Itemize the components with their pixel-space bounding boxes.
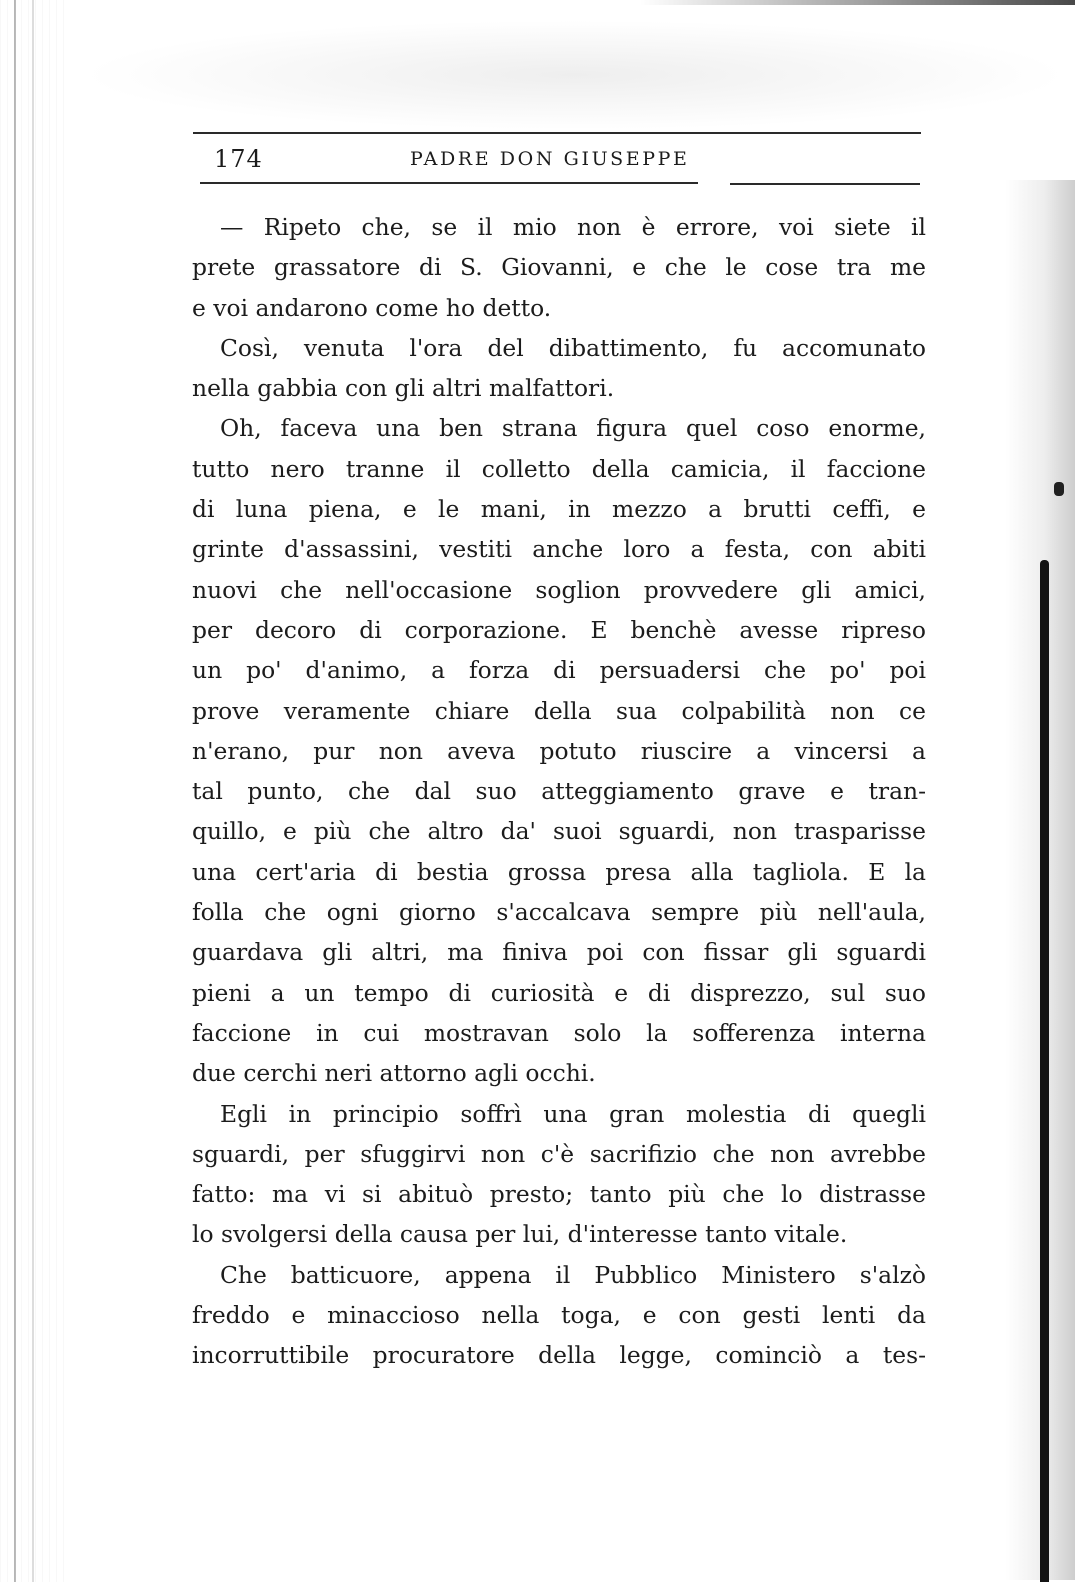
scan-shadow-top: [80, 20, 1070, 130]
scan-edge-line: [14, 0, 16, 1582]
text-line: quillo, e più che altro da' suoi sguardi, non trasparisse: [192, 817, 926, 846]
text-line: per decoro di corporazione. E benchè avesse ripreso: [192, 615, 926, 644]
text-line: e voi andarono come ho detto.: [192, 293, 552, 322]
text-line: faccione in cui mostravan solo la sofferenza interna: [192, 1018, 926, 1047]
text-line: nuovi che nell'occasione soglion provvedere gli amici,: [192, 575, 926, 604]
text-line: una cert'aria di bestia grossa presa alla tagliola. E la: [192, 857, 926, 886]
text-line: due cerchi neri attorno agli occhi.: [192, 1059, 596, 1088]
text-line: di luna piena, e le mani, in mezzo a brutti ceffi, e: [192, 495, 926, 524]
text-line: folla che ogni giorno s'accalcava sempre più nell'aula,: [192, 898, 926, 927]
scan-binding-edge: [1040, 560, 1049, 1582]
page-text: [192, 207, 926, 1376]
text-line: un po' d'animo, a forza di persuadersi che po' poi: [192, 656, 926, 685]
text-line: prove veramente chiare della sua colpabilità non ce: [192, 696, 926, 725]
scan-mark: [1054, 482, 1064, 496]
page-number: 174: [214, 145, 263, 173]
running-head: PADRE DON GIUSEPPE: [410, 148, 690, 170]
text-line: Egli in principio soffrì una gran molestia di quegli: [220, 1099, 926, 1128]
text-line: Che batticuore, appena il Pubblico Ministero s'alzò: [220, 1260, 926, 1289]
scan-edge-line: [32, 0, 34, 1582]
text-line: sguardi, per sfuggirvi non c'è sacrifizio che non avrebbe: [192, 1139, 926, 1168]
text-line: guardava gli altri, ma finiva poi con fissar gli sguardi: [192, 938, 926, 967]
text-line: n'erano, pur non aveva potuto riuscire a vincersi a: [192, 736, 926, 765]
text-line: tal punto, che dal suo atteggiamento grave e tran-: [192, 777, 926, 806]
header-rule-top: [193, 132, 921, 134]
text-line: prete grassatore di S. Giovanni, e che le cose tra me: [192, 253, 926, 282]
text-line: lo svolgersi della causa per lui, d'interesse tanto vitale.: [192, 1220, 848, 1249]
text-line: grinte d'assassini, vestiti anche loro a festa, con abiti: [192, 535, 926, 564]
text-line: freddo e minaccioso nella toga, e con gesti lenti da: [192, 1301, 926, 1330]
header-rule-bottom: [200, 182, 698, 184]
scan-shadow-left: [0, 0, 70, 1582]
text-line: nella gabbia con gli altri malfattori.: [192, 374, 615, 403]
text-line: — Ripeto che, se il mio non è errore, voi siete il: [220, 213, 926, 241]
text-line: Oh, faceva una ben strana figura quel coso enorme,: [220, 414, 926, 443]
text-line: incorruttibile procuratore della legge, cominciò a tes-: [192, 1341, 926, 1370]
text-line: tutto nero tranne il colletto della camicia, il faccione: [192, 454, 926, 483]
text-line: fatto: ma vi si abituò presto; tanto più che lo distrasse: [192, 1180, 926, 1209]
scan-edge-top: [640, 0, 1075, 5]
header-rule-bottom: [730, 183, 920, 185]
text-line: pieni a un tempo di curiosità e di disprezzo, sul suo: [192, 978, 926, 1007]
text-line: Così, venuta l'ora del dibattimento, fu accomunato: [220, 333, 926, 362]
